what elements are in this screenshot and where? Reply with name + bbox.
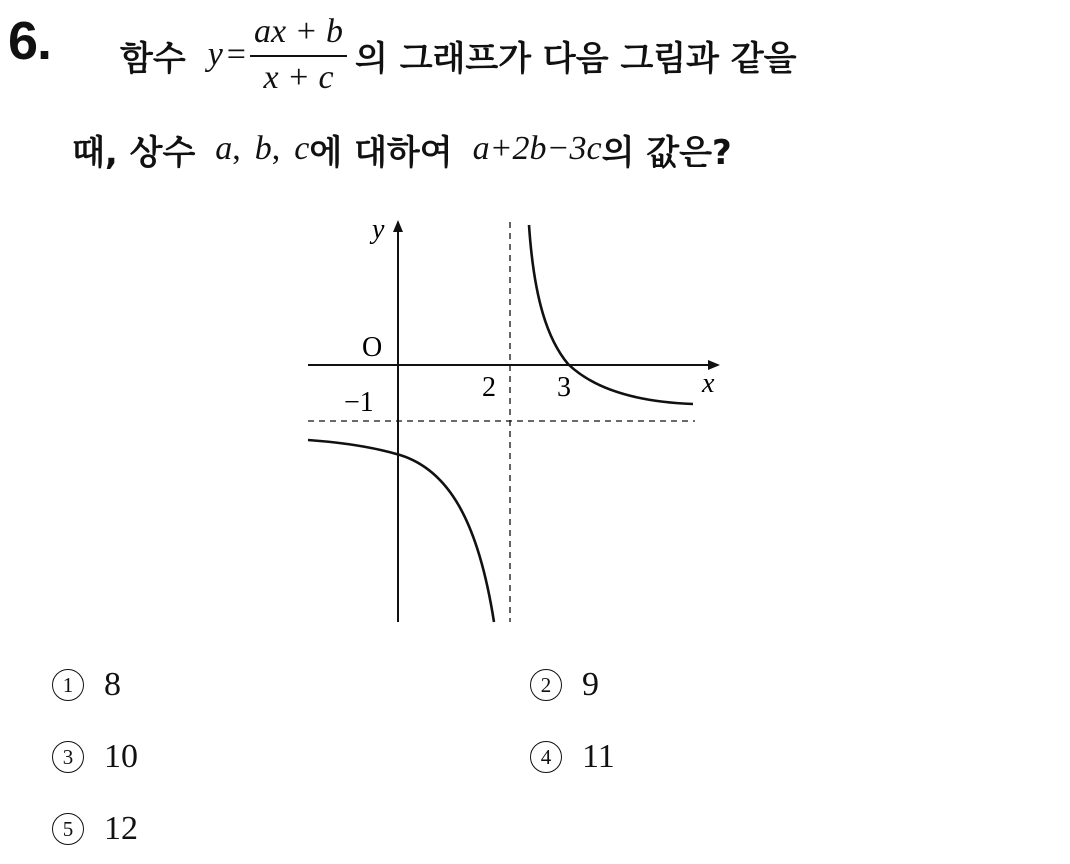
choice-2[interactable] (530, 666, 599, 704)
choice-1-number: 1 (52, 669, 84, 701)
y-axis-label: y (372, 214, 385, 245)
choice-4[interactable] (530, 738, 615, 776)
choice-5-number: 5 (52, 813, 84, 845)
choice-5-value: 12 (104, 810, 138, 847)
curve-right-branch (529, 225, 693, 404)
choice-2-value: 9 (582, 666, 599, 703)
variable-b: b (254, 130, 272, 167)
question-text-prefix: 함수 (120, 38, 186, 79)
origin-label: O (362, 332, 383, 363)
equation-fraction (250, 13, 347, 97)
question-text-line2-mid: 에 대하여 (309, 132, 453, 173)
question-text-suffix: 의 그래프가 다음 그림과 같을 (355, 38, 797, 79)
fraction-denominator: x + c (263, 59, 334, 96)
equation-lhs: y (207, 36, 223, 73)
choice-3-number: 3 (52, 741, 84, 773)
question-text-line2-suffix: 의 값은? (601, 132, 732, 173)
choice-2-number: 2 (530, 669, 562, 701)
question-number: 6. (8, 11, 52, 71)
choice-4-value: 11 (582, 738, 615, 775)
comma-1: , (232, 130, 241, 167)
variable-a: a (215, 130, 233, 167)
label-minus-one: −1 (344, 387, 374, 418)
choice-3-value: 10 (104, 738, 138, 775)
function-graph (300, 200, 740, 630)
curve-left-branch (308, 440, 494, 622)
choice-1[interactable] (52, 666, 121, 704)
expression: a+2b−3c (472, 130, 602, 167)
question-line-2 (72, 124, 732, 174)
equation-equals: = (226, 36, 246, 73)
choice-3[interactable] (52, 738, 138, 776)
variable-c: c (294, 130, 310, 167)
question-line-1 (120, 10, 797, 100)
fraction-numerator: ax + b (253, 13, 344, 50)
label-two: 2 (482, 372, 496, 403)
choice-5[interactable] (52, 810, 138, 848)
comma-2: , (271, 130, 281, 167)
choice-1-value: 8 (104, 666, 121, 703)
label-three: 3 (557, 372, 571, 403)
choice-4-number: 4 (530, 741, 562, 773)
question-text-line2-prefix: 때, 상수 (72, 132, 196, 173)
x-axis-label: x (702, 368, 715, 399)
